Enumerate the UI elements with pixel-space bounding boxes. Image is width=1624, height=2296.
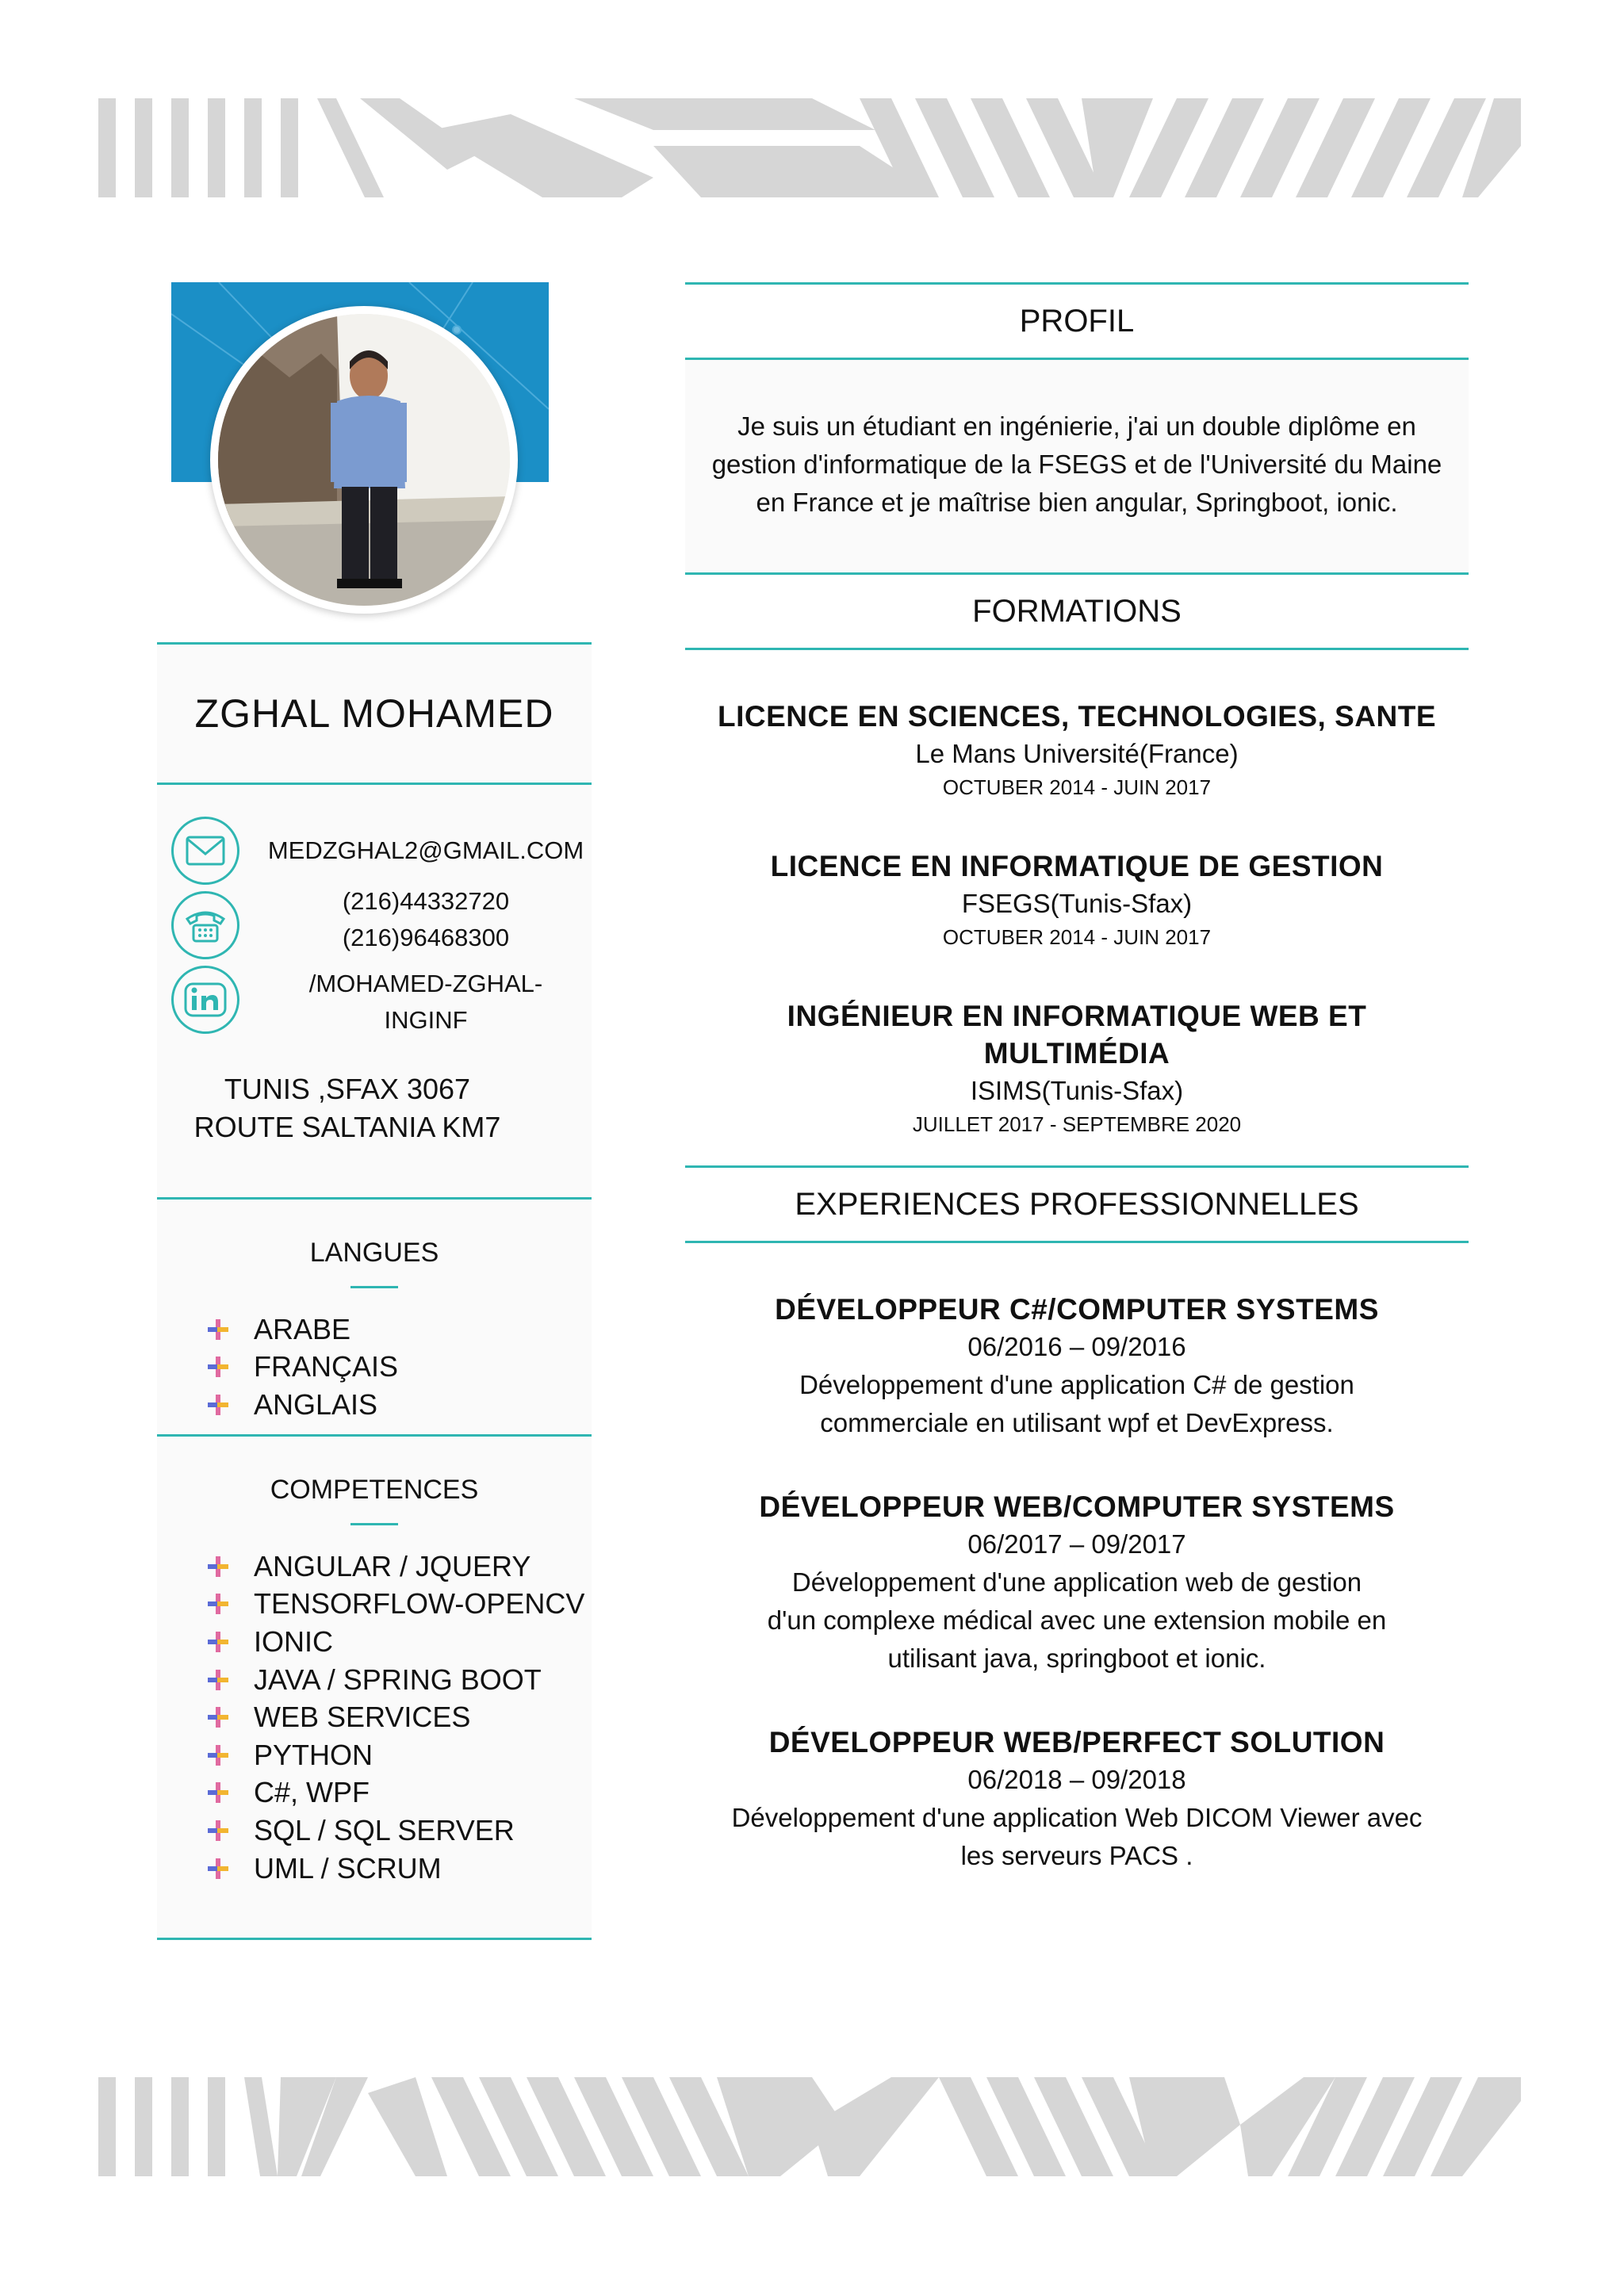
formation-entry (685, 848, 1469, 951)
list-item (206, 1386, 592, 1424)
experience-desc-line: d'un complexe médical avec une extension mobile en (767, 1605, 1387, 1635)
language-label: ARABE (254, 1312, 351, 1345)
experience-title: DÉVELOPPEUR C#/COMPUTER SYSTEMS (775, 1293, 1379, 1326)
bullet-icon (206, 1630, 230, 1654)
formations-list (685, 650, 1469, 1165)
divider (157, 1938, 592, 1940)
decorative-top-band (98, 98, 1521, 197)
experience-entry (685, 1488, 1469, 1678)
phone-number-2: (216)96468300 (342, 924, 510, 951)
list-item (206, 1623, 592, 1661)
linkedin-line-2: INGINF (384, 1006, 468, 1034)
experiences-heading: EXPERIENCES PROFESSIONNELLES (795, 1187, 1359, 1222)
experience-desc-line: Développement d'une application Web DICOM Viewer avec (731, 1803, 1423, 1832)
list-item (206, 1349, 592, 1387)
list-item (206, 1661, 592, 1699)
skills-section (157, 1437, 592, 1938)
experience-desc-line: les serveurs PACS . (960, 1841, 1193, 1870)
list-item (206, 1850, 592, 1888)
bullet-icon (206, 1668, 230, 1692)
mail-icon (171, 817, 239, 885)
list-item (206, 1812, 592, 1850)
skill-label: WEB SERVICES (254, 1701, 471, 1734)
avatar (210, 306, 518, 614)
formation-title: INGÉNIEUR EN INFORMATIQUE WEB ET (787, 1000, 1367, 1032)
languages-list (157, 1311, 592, 1424)
title-underline (350, 1286, 398, 1288)
profile-line: Je suis un étudiant en ingénierie, j'ai un double diplôme en (737, 411, 1416, 441)
bullet-icon (206, 1355, 230, 1379)
contact-section (157, 785, 592, 1056)
experience-entry (685, 1724, 1469, 1875)
experience-title: DÉVELOPPEUR WEB/COMPUTER SYSTEMS (759, 1490, 1395, 1523)
bullet-icon (206, 1555, 230, 1578)
skill-label: UML / SCRUM (254, 1851, 442, 1885)
formations-heading: FORMATIONS (972, 594, 1182, 629)
phone-number-1: (216)44332720 (342, 887, 510, 915)
decorative-bottom-band (98, 2077, 1521, 2176)
bullet-icon (206, 1592, 230, 1616)
profile-photo-area (157, 282, 592, 642)
skill-label: C#, WPF (254, 1776, 370, 1809)
address-section (157, 1056, 592, 1197)
linkedin-icon (171, 966, 239, 1034)
phone-icon (171, 891, 239, 959)
address-line-2: ROUTE SALTANIA KM7 (193, 1111, 501, 1143)
experience-entry (685, 1291, 1469, 1442)
experience-desc-line: commerciale en utilisant wpf et DevExpress. (820, 1408, 1334, 1437)
title-underline (350, 1523, 398, 1525)
experience-desc-line: Développement d'une application C# de gestion (799, 1370, 1354, 1399)
skill-label: TENSORFLOW-OPENCV (254, 1587, 585, 1621)
bullet-icon (206, 1781, 230, 1804)
profile-text (685, 360, 1469, 572)
skill-label: PYTHON (254, 1738, 373, 1771)
experience-desc-line: Développement d'une application web de gestion (791, 1567, 1362, 1597)
right-column (685, 282, 1469, 1875)
linkedin-line-1: /MOHAMED-ZGHAL- (308, 970, 543, 997)
experience-desc-line: utilisant java, springboot et ionic. (887, 1644, 1266, 1673)
formation-school: Le Mans Université(France) (915, 739, 1239, 768)
skill-label: ANGULAR / JQUERY (254, 1549, 531, 1582)
bullet-icon (206, 1819, 230, 1843)
person-name: ZGHAL MOHAMED (157, 645, 592, 783)
formation-school: ISIMS(Tunis-Sfax) (970, 1076, 1184, 1105)
formation-date: OCTUBER 2014 - JUIN 2017 (942, 775, 1212, 799)
profile-line: gestion d'informatique de la FSEGS et de l'Université du Maine (711, 450, 1442, 479)
experience-title: DÉVELOPPEUR WEB/PERFECT SOLUTION (768, 1726, 1385, 1758)
formation-entry (685, 997, 1469, 1138)
address-line-1: TUNIS ,SFAX 3067 (224, 1073, 471, 1105)
list-item (206, 1586, 592, 1624)
list-item (206, 1736, 592, 1774)
bullet-icon (206, 1318, 230, 1341)
skill-label: SQL / SQL SERVER (254, 1813, 515, 1846)
formation-school: FSEGS(Tunis-Sfax) (961, 889, 1193, 918)
experience-date: 06/2016 – 09/2016 (967, 1332, 1186, 1361)
skill-label: IONIC (254, 1624, 334, 1658)
skills-list (157, 1548, 592, 1887)
list-item (206, 1698, 592, 1736)
formation-title: LICENCE EN SCIENCES, TECHNOLOGIES, SANTE (717, 700, 1437, 733)
profile-heading: PROFIL (1019, 304, 1135, 339)
language-label: FRANÇAIS (254, 1350, 399, 1383)
experience-date: 06/2017 – 09/2017 (967, 1529, 1186, 1559)
formation-entry (685, 698, 1469, 802)
left-column (157, 282, 592, 1940)
profile-line: en France et je maîtrise bien angular, Springboot, ionic. (756, 488, 1398, 517)
languages-title: LANGUES (309, 1238, 439, 1268)
formation-title: LICENCE EN INFORMATIQUE DE GESTION (770, 850, 1384, 882)
formation-date: JUILLET 2017 - SEPTEMBRE 2020 (912, 1112, 1242, 1136)
bullet-icon (206, 1743, 230, 1767)
bullet-icon (206, 1857, 230, 1881)
list-item (206, 1548, 592, 1586)
language-label: ANGLAIS (254, 1387, 378, 1421)
list-item (206, 1311, 592, 1349)
languages-section (157, 1200, 592, 1434)
bullet-icon (206, 1393, 230, 1417)
list-item (206, 1774, 592, 1812)
bullet-icon (206, 1705, 230, 1729)
experiences-list (685, 1243, 1469, 1875)
formation-date: OCTUBER 2014 - JUIN 2017 (942, 925, 1212, 949)
skill-label: JAVA / SPRING BOOT (254, 1663, 542, 1696)
formation-title-continued: MULTIMÉDIA (983, 1037, 1170, 1070)
email-text: MEDZGHAL2@GMAIL.COM (267, 836, 584, 864)
experience-date: 06/2018 – 09/2018 (967, 1765, 1186, 1794)
skills-title: COMPETENCES (270, 1475, 479, 1505)
